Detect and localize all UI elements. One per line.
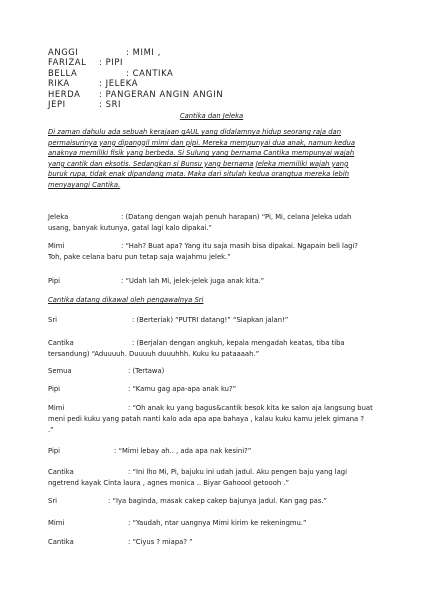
speaker-name: Semua: [48, 367, 72, 375]
dialogue-text: : “Ini lho Mi, Pi, bajuku ini udah jadul. Aku pengen baju yang lagi: [128, 468, 348, 476]
speaker-name: Jeleka: [48, 213, 69, 221]
speaker-name: Cantika: [48, 468, 74, 476]
dialogue-text: : (Datang dengan wajah penuh harapan) “Pi, Mi, celana Jeleka udah: [121, 213, 352, 221]
dialogue-continuation: Toh, pake celana baru pun tetap saja wajahmu jelek.”: [48, 253, 231, 261]
dialogue-text: : (Berteriak) “PUTRI datang!” “Siapkan jalan!”: [132, 316, 289, 324]
cast-role: : PANGERAN ANGIN ANGIN: [99, 88, 224, 99]
intro-paragraph: [48, 127, 388, 191]
intro-line: permaisurinya yang dipanggil mimi dan pipi. Mereka mempunyai dua anak, namun kedua: [48, 138, 356, 147]
dialogue-continuation: ngetrend kayak Cinta laura , agnes monica .. Biyar Gahoool getoooh .”: [48, 479, 290, 487]
speaker-name: Mimi: [48, 242, 65, 250]
dialogue-continuation: usang, banyak kutunya, gatal lagi kalo dipakai.”: [48, 223, 213, 232]
dialogue-continuation: .”: [48, 426, 54, 434]
cast-role: : JELEKA: [99, 78, 139, 89]
dialogue-text: : “Ciyus ? miapa? ”: [128, 538, 193, 546]
stage-direction: Cantika datang dikawal oleh pengawalnya Sri: [48, 296, 204, 304]
cast-name: HERDA: [48, 88, 81, 99]
cast-name: FARIZAL: [48, 57, 87, 68]
dialogue-text: : (Tertawa): [128, 367, 165, 375]
story-title: Cantika dan Jeleka: [179, 112, 244, 120]
dialogue-continuation: meni pedi kuku yang patah nanti kalo ada apa apa bahaya , kalau kuku kamu jelek gimana ?: [48, 415, 364, 423]
speaker-name: Sri: [48, 497, 57, 505]
dialogue-text: : “Kamu gag apa-apa anak ku?”: [128, 385, 237, 393]
speaker-name: Mimi: [48, 519, 65, 527]
cast-name: BELLA: [48, 67, 78, 78]
intro-line: anaknya memiliki fisik yang berbeda. Si Sulung yang bernama Cantika mempunyai wajah: [48, 149, 355, 158]
cast-name: ANGGI: [48, 47, 79, 57]
speaker-name: Mimi: [48, 404, 65, 412]
speaker-name: Cantika: [48, 538, 74, 546]
speaker-name: Pipi: [48, 385, 61, 393]
speaker-name: Cantika: [48, 339, 74, 347]
speaker-name: Pipi: [48, 447, 61, 455]
dialogue-text: : “Mimi lebay ah.. , ada apa nak kesini?”: [114, 447, 252, 455]
dialogue-text: : (Berjalan dengan angkuh, kepala mengadah keatas, tiba tiba: [132, 339, 345, 347]
dialogue-text: : “Oh anak ku yang bagus&cantik besok kita ke salon aja langsung buat: [128, 404, 373, 412]
dialogue-text: : “Hah? Buat apa? Yang itu saja masih bisa dipakai. Ngapain beli lagi?: [121, 242, 358, 250]
intro-line: Di zaman dahulu ada sebuah kerajaan gAUL yang didalamnya hidup seorang raja dan: [48, 128, 342, 136]
dialogue-continuation: tersandung) “Aduuuuh. Duuuuh duuuhhh. Kuku ku pataaaah.”: [48, 350, 260, 358]
speaker-name: Sri: [48, 316, 57, 324]
intro-line: menyayangi Cantika.: [48, 180, 121, 189]
intro-line: buruk rupa, tidak enak dipandang mata. Maka dari situlah kedua orangtua mereka lebih: [48, 170, 350, 179]
cast-role: : PIPI: [99, 57, 124, 68]
intro-line: yang cantik dan eksotis. Sedangkan si Bunsu yang bernama Jeleka memiliki wajah yang: [48, 159, 349, 168]
cast-name: JEPI: [48, 98, 66, 109]
cast-role: : SRI: [99, 98, 122, 109]
speaker-name: Pipi: [48, 277, 61, 285]
dialogue-text: : “Iya baginda, masak cakep cakep bajunya jadul. Kan gag pas.”: [108, 497, 328, 505]
cast-role: : CANTIKA: [126, 67, 174, 78]
cast-role: : MIMI ,: [126, 47, 161, 57]
dialogue-text: : “Udah lah Mi, jelek-jelek juga anak kita.”: [121, 277, 265, 285]
cast-name: RIKA: [48, 78, 70, 89]
dialogue-text: : “Yaudah, ntar uangnya Mimi kirim ke rekeningmu.”: [128, 519, 307, 527]
